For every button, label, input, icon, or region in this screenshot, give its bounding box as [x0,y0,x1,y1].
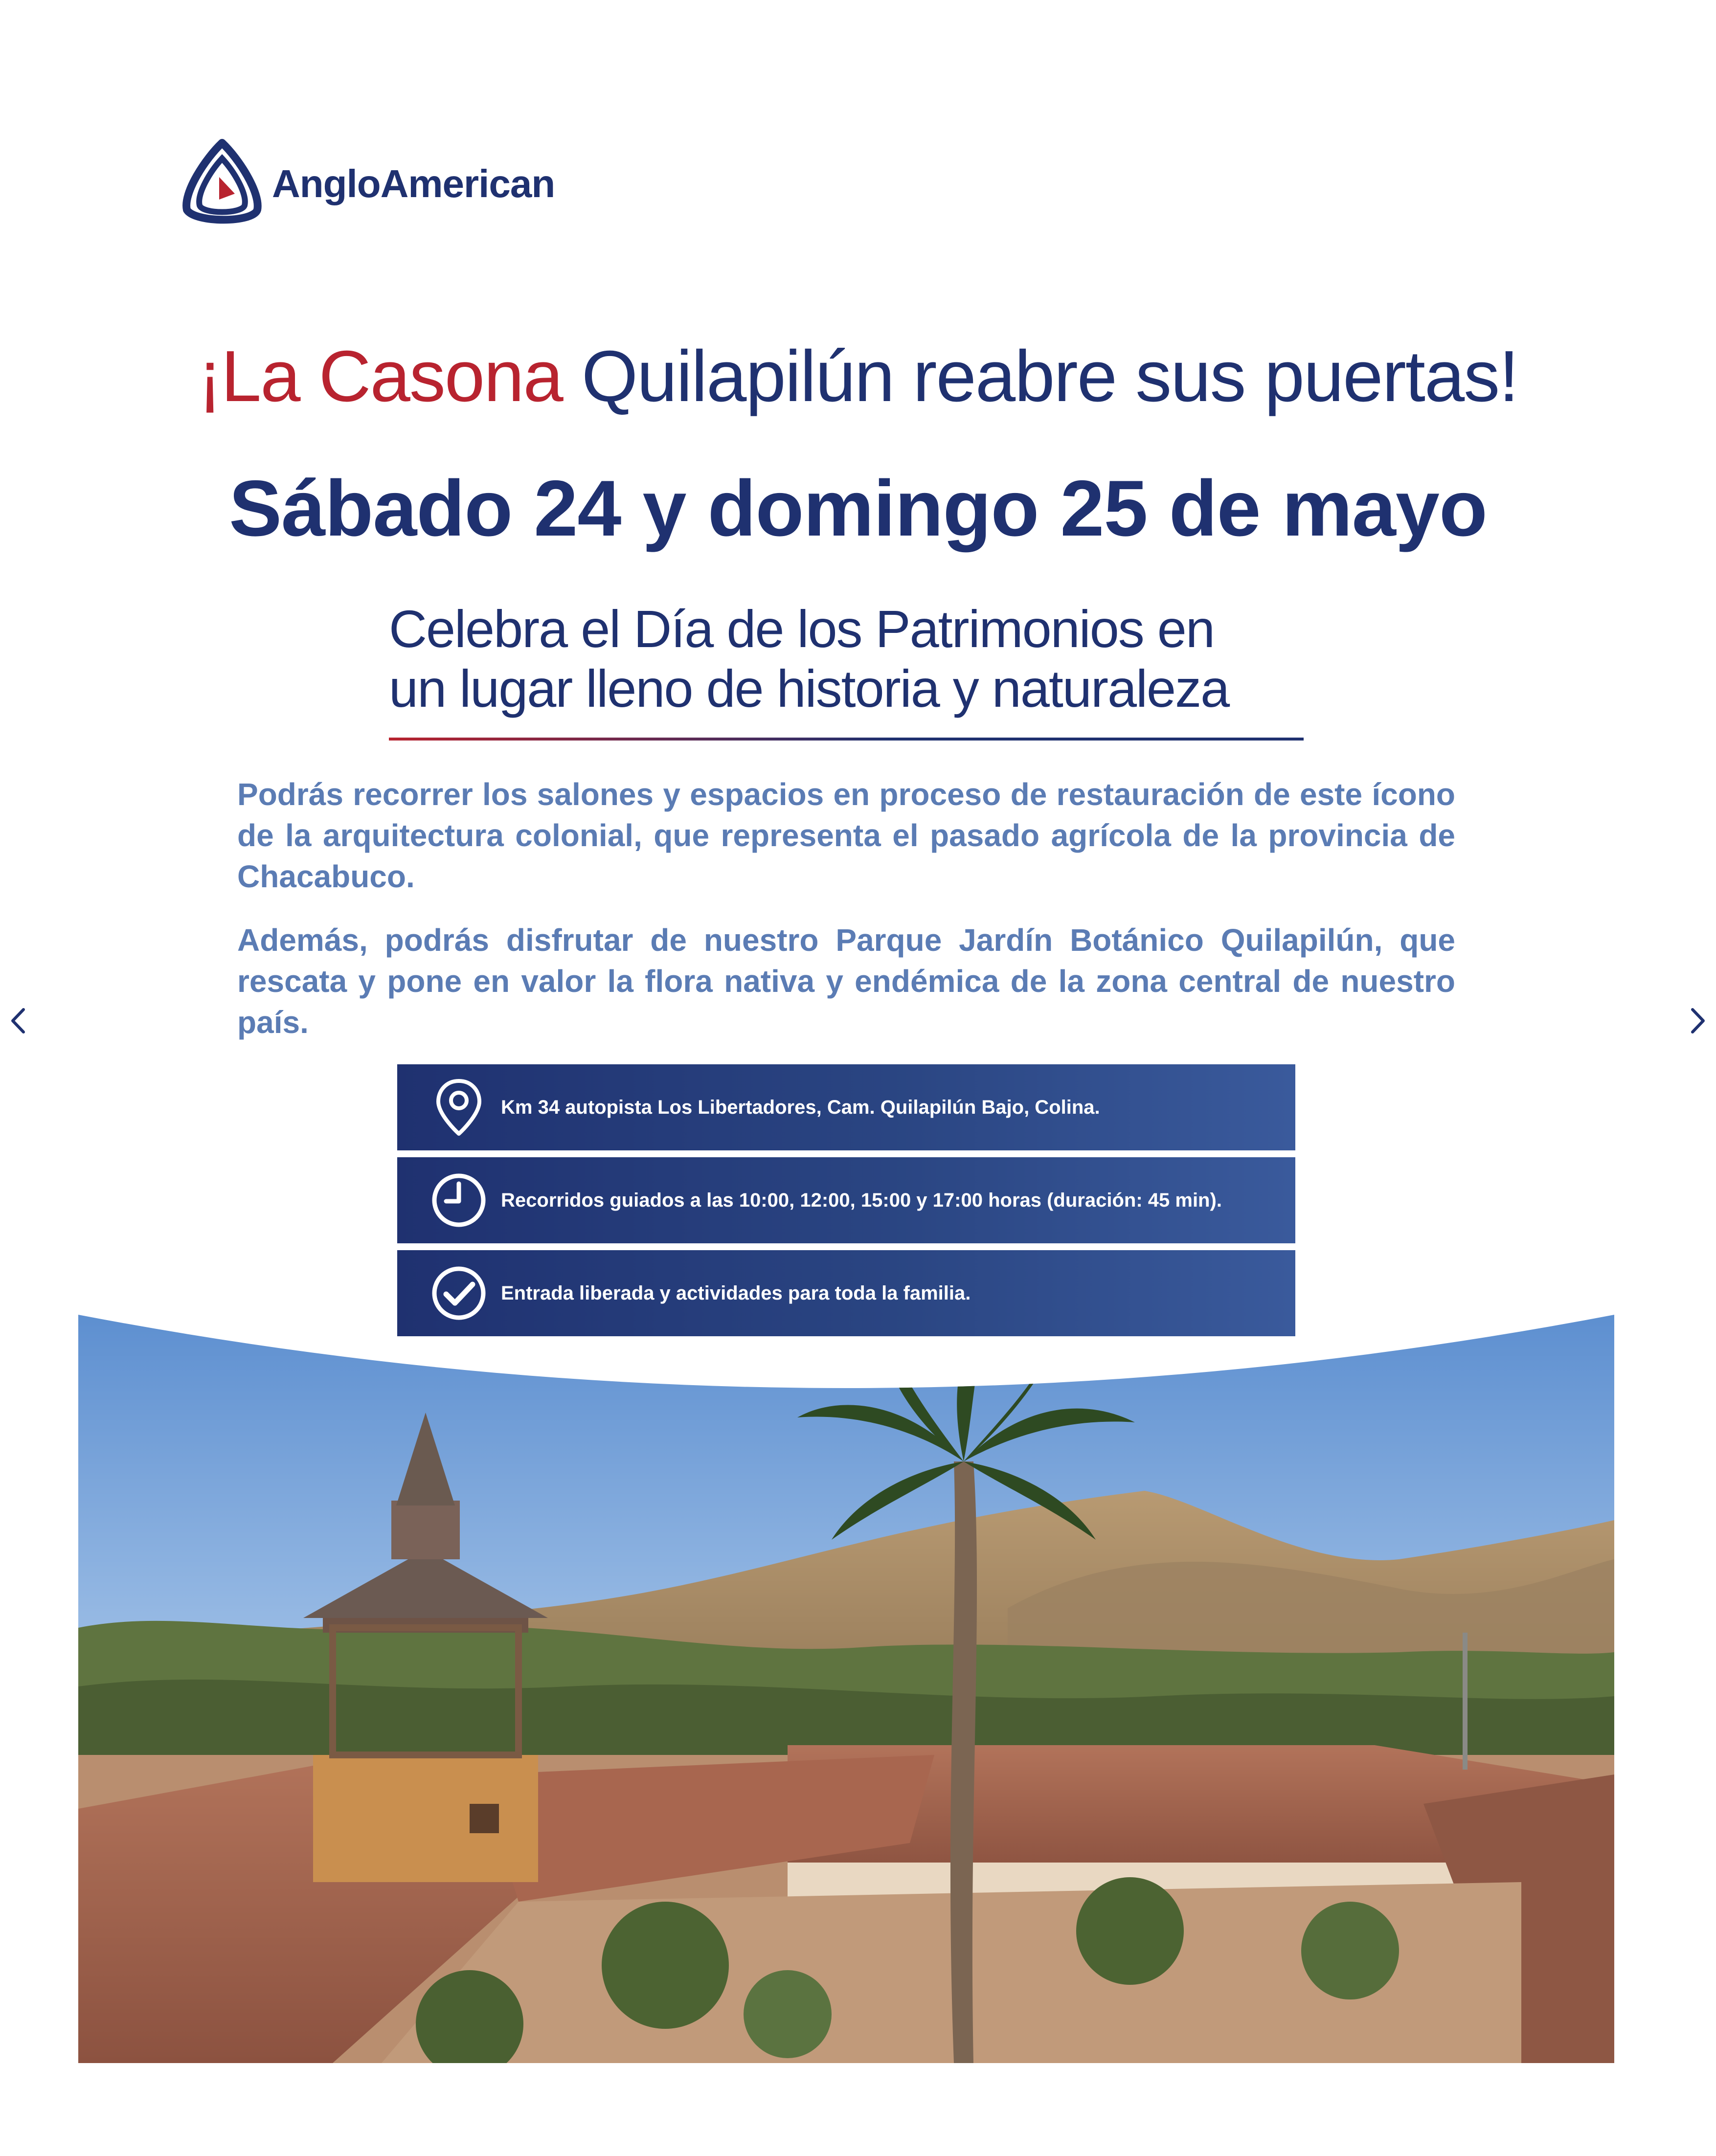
casona-photo [78,1315,1614,2063]
paragraph-restoration: Podrás recorrer los salones y espacios en proceso de restauración de este ícono de la arquitectura colonial, que representa el pasado agrícola de la provincia de Chacabuco. [237,777,1455,894]
chevron-right-icon[interactable] [1683,1004,1712,1038]
location-pin-icon [428,1076,490,1139]
headline-red-part: ¡La Casona [198,336,563,417]
info-bar-schedule [397,1157,1295,1243]
info-entry-text: Entrada liberada y actividades para toda la familia. [501,1282,971,1304]
chevron-left-icon[interactable] [4,1004,33,1038]
clock-icon [428,1169,490,1232]
subtitle [389,599,1318,719]
subtitle-line-2: un lugar lleno de historia y naturaleza [389,659,1229,718]
anglo-american-logo [180,136,581,234]
info-bar-location [397,1064,1295,1150]
subtitle-line-1: Celebra el Día de los Patrimonios en [389,599,1214,658]
info-location-text: Km 34 autopista Los Libertadores, Cam. Quilapilún Bajo, Colina. [501,1097,1100,1118]
headline-blue-part: Quilapilún reabre sus puertas! [562,336,1518,417]
headline [0,333,1716,421]
info-schedule-text: Recorridos guiados a las 10:00, 12:00, 15:00 y 17:00 horas (duración: 45 min). [501,1190,1222,1211]
anglo-american-logo-icon [180,139,264,227]
event-date: Sábado 24 y domingo 25 de mayo [229,464,1487,553]
subtitle-divider [389,738,1304,741]
logo-wordmark: AngloAmerican [272,162,555,205]
paragraph-botanical-park: Además, podrás disfrutar de nuestro Parque Jardín Botánico Quilapilún, que rescata y pone en valor la flora nativa y endémica de la zona central de nuestro país. [237,922,1455,1040]
